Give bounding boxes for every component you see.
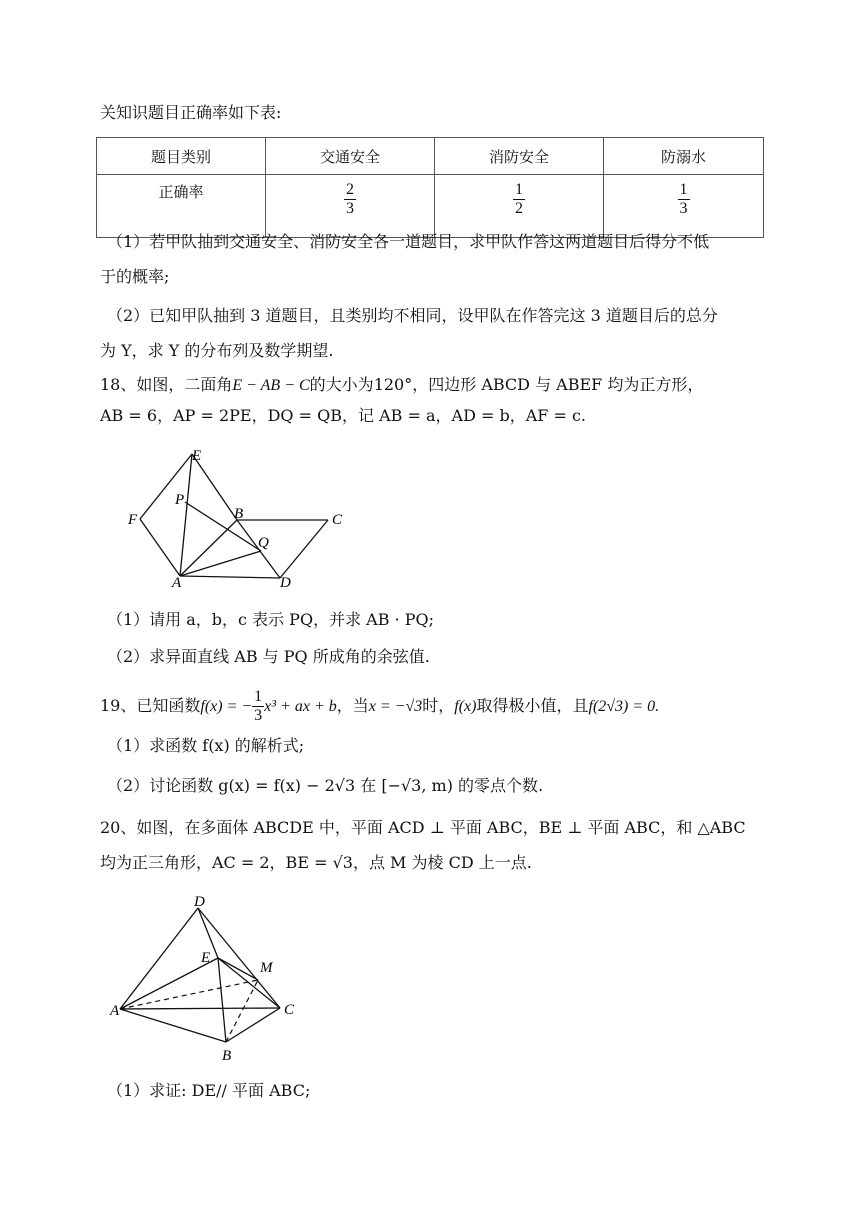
q18-figure <box>120 440 360 590</box>
q20-line2: 均为正三角形，AC = 2，BE = √3，点 M 为棱 CD 上一点. <box>100 853 532 872</box>
table-header: 消防安全 <box>435 138 604 175</box>
q18-mid: 的大小为 <box>309 375 374 394</box>
label-B: B <box>234 506 244 522</box>
q18-line1 <box>100 374 703 397</box>
table-cell <box>604 175 764 238</box>
q20-figure <box>108 890 308 1065</box>
fraction-numerator: 1 <box>254 688 263 705</box>
table-header: 防溺水 <box>604 138 764 175</box>
fraction-denominator: 3 <box>346 200 354 217</box>
q18-degree: 120° <box>373 375 413 394</box>
q19-fraction <box>252 688 264 725</box>
label-D: D <box>194 894 205 910</box>
table-row-label: 正确率 <box>97 175 266 238</box>
q19-function-tail: x³ + ax + b <box>264 698 337 715</box>
q19-condition: f(2√3) = 0. <box>588 698 660 715</box>
q19-prefix: 19、已知函数 <box>100 696 201 715</box>
q20-part1: （1）求证: DE// 平面 ABC; <box>107 1081 311 1100</box>
q17-part2-line1: （2）已知甲队抽到 3 道题目，且类别均不相同，设甲队在作答完这 3 道题目后的总分 <box>107 306 718 325</box>
table-header: 交通安全 <box>266 138 435 175</box>
intro-text: 关知识题目正确率如下表: <box>100 103 282 122</box>
table-cell <box>266 175 435 238</box>
label-F: F <box>128 512 138 528</box>
label-Q: Q <box>258 535 269 551</box>
label-B: B <box>222 1048 232 1064</box>
q19-part1: （1）求函数 f(x) 的解析式; <box>107 736 305 755</box>
q19-time: 时， <box>422 696 455 715</box>
q18-suffix: ，四边形 ABCD 与 ABEF 均为正方形， <box>412 375 704 394</box>
q19-fx: f(x) <box>454 698 477 715</box>
q19-x-value: x = −√3 <box>368 698 423 715</box>
q18-part2: （2）求异面直线 AB 与 PQ 所成角的余弦值. <box>107 647 430 666</box>
label-M: M <box>260 960 273 976</box>
q18-prefix: 18、如图，二面角 <box>100 375 233 394</box>
table-cell <box>435 175 604 238</box>
q17-part1-line2: 于的概率; <box>100 267 170 286</box>
q19-line1 <box>100 688 659 725</box>
q18-dihedral-angle: E − AB − C <box>232 377 310 394</box>
accuracy-table <box>96 137 764 238</box>
label-C: C <box>284 1002 295 1018</box>
q18-part1: （1）请用 a，b，c 表示 PQ，并求 AB · PQ; <box>107 610 434 629</box>
fraction-numerator: 2 <box>346 181 354 198</box>
label-A: A <box>110 1003 120 1019</box>
label-A: A <box>172 575 182 590</box>
label-P: P <box>175 492 185 508</box>
q19-function-head: f(x) = − <box>200 698 253 715</box>
fraction-numerator: 1 <box>679 181 688 198</box>
q17-part1-line1: （1）若甲队抽到交通安全、消防安全各一道题目，求甲队作答这两道题目后得分不低 <box>107 232 710 251</box>
label-C: C <box>332 512 343 528</box>
fraction-numerator: 1 <box>515 181 523 198</box>
q20-line1: 20、如图，在多面体 ABCDE 中，平面 ACD ⊥ 平面 ABC，BE ⊥ 平面 ABC，和 △ABC <box>100 818 746 837</box>
q19-part2: （2）讨论函数 g(x) = f(x) − 2√3 在 [−√3, m) 的零点个数. <box>107 776 544 795</box>
q19-min: 取得极小值，且 <box>476 696 589 715</box>
q19-when: ，当 <box>336 696 369 715</box>
q18-line2: AB = 6，AP = 2PE，DQ = QB，记 AB = a，AD = b，AF = c. <box>100 406 586 425</box>
label-E: E <box>201 950 211 966</box>
q17-part2-line2: 为 Y，求 Y 的分布列及数学期望. <box>100 341 334 360</box>
fraction-denominator: 3 <box>679 200 688 217</box>
fraction-denominator: 3 <box>254 707 263 724</box>
label-E: E <box>192 448 202 464</box>
table-header: 题目类别 <box>97 138 266 175</box>
label-D: D <box>280 575 291 590</box>
fraction-denominator: 2 <box>515 200 523 217</box>
